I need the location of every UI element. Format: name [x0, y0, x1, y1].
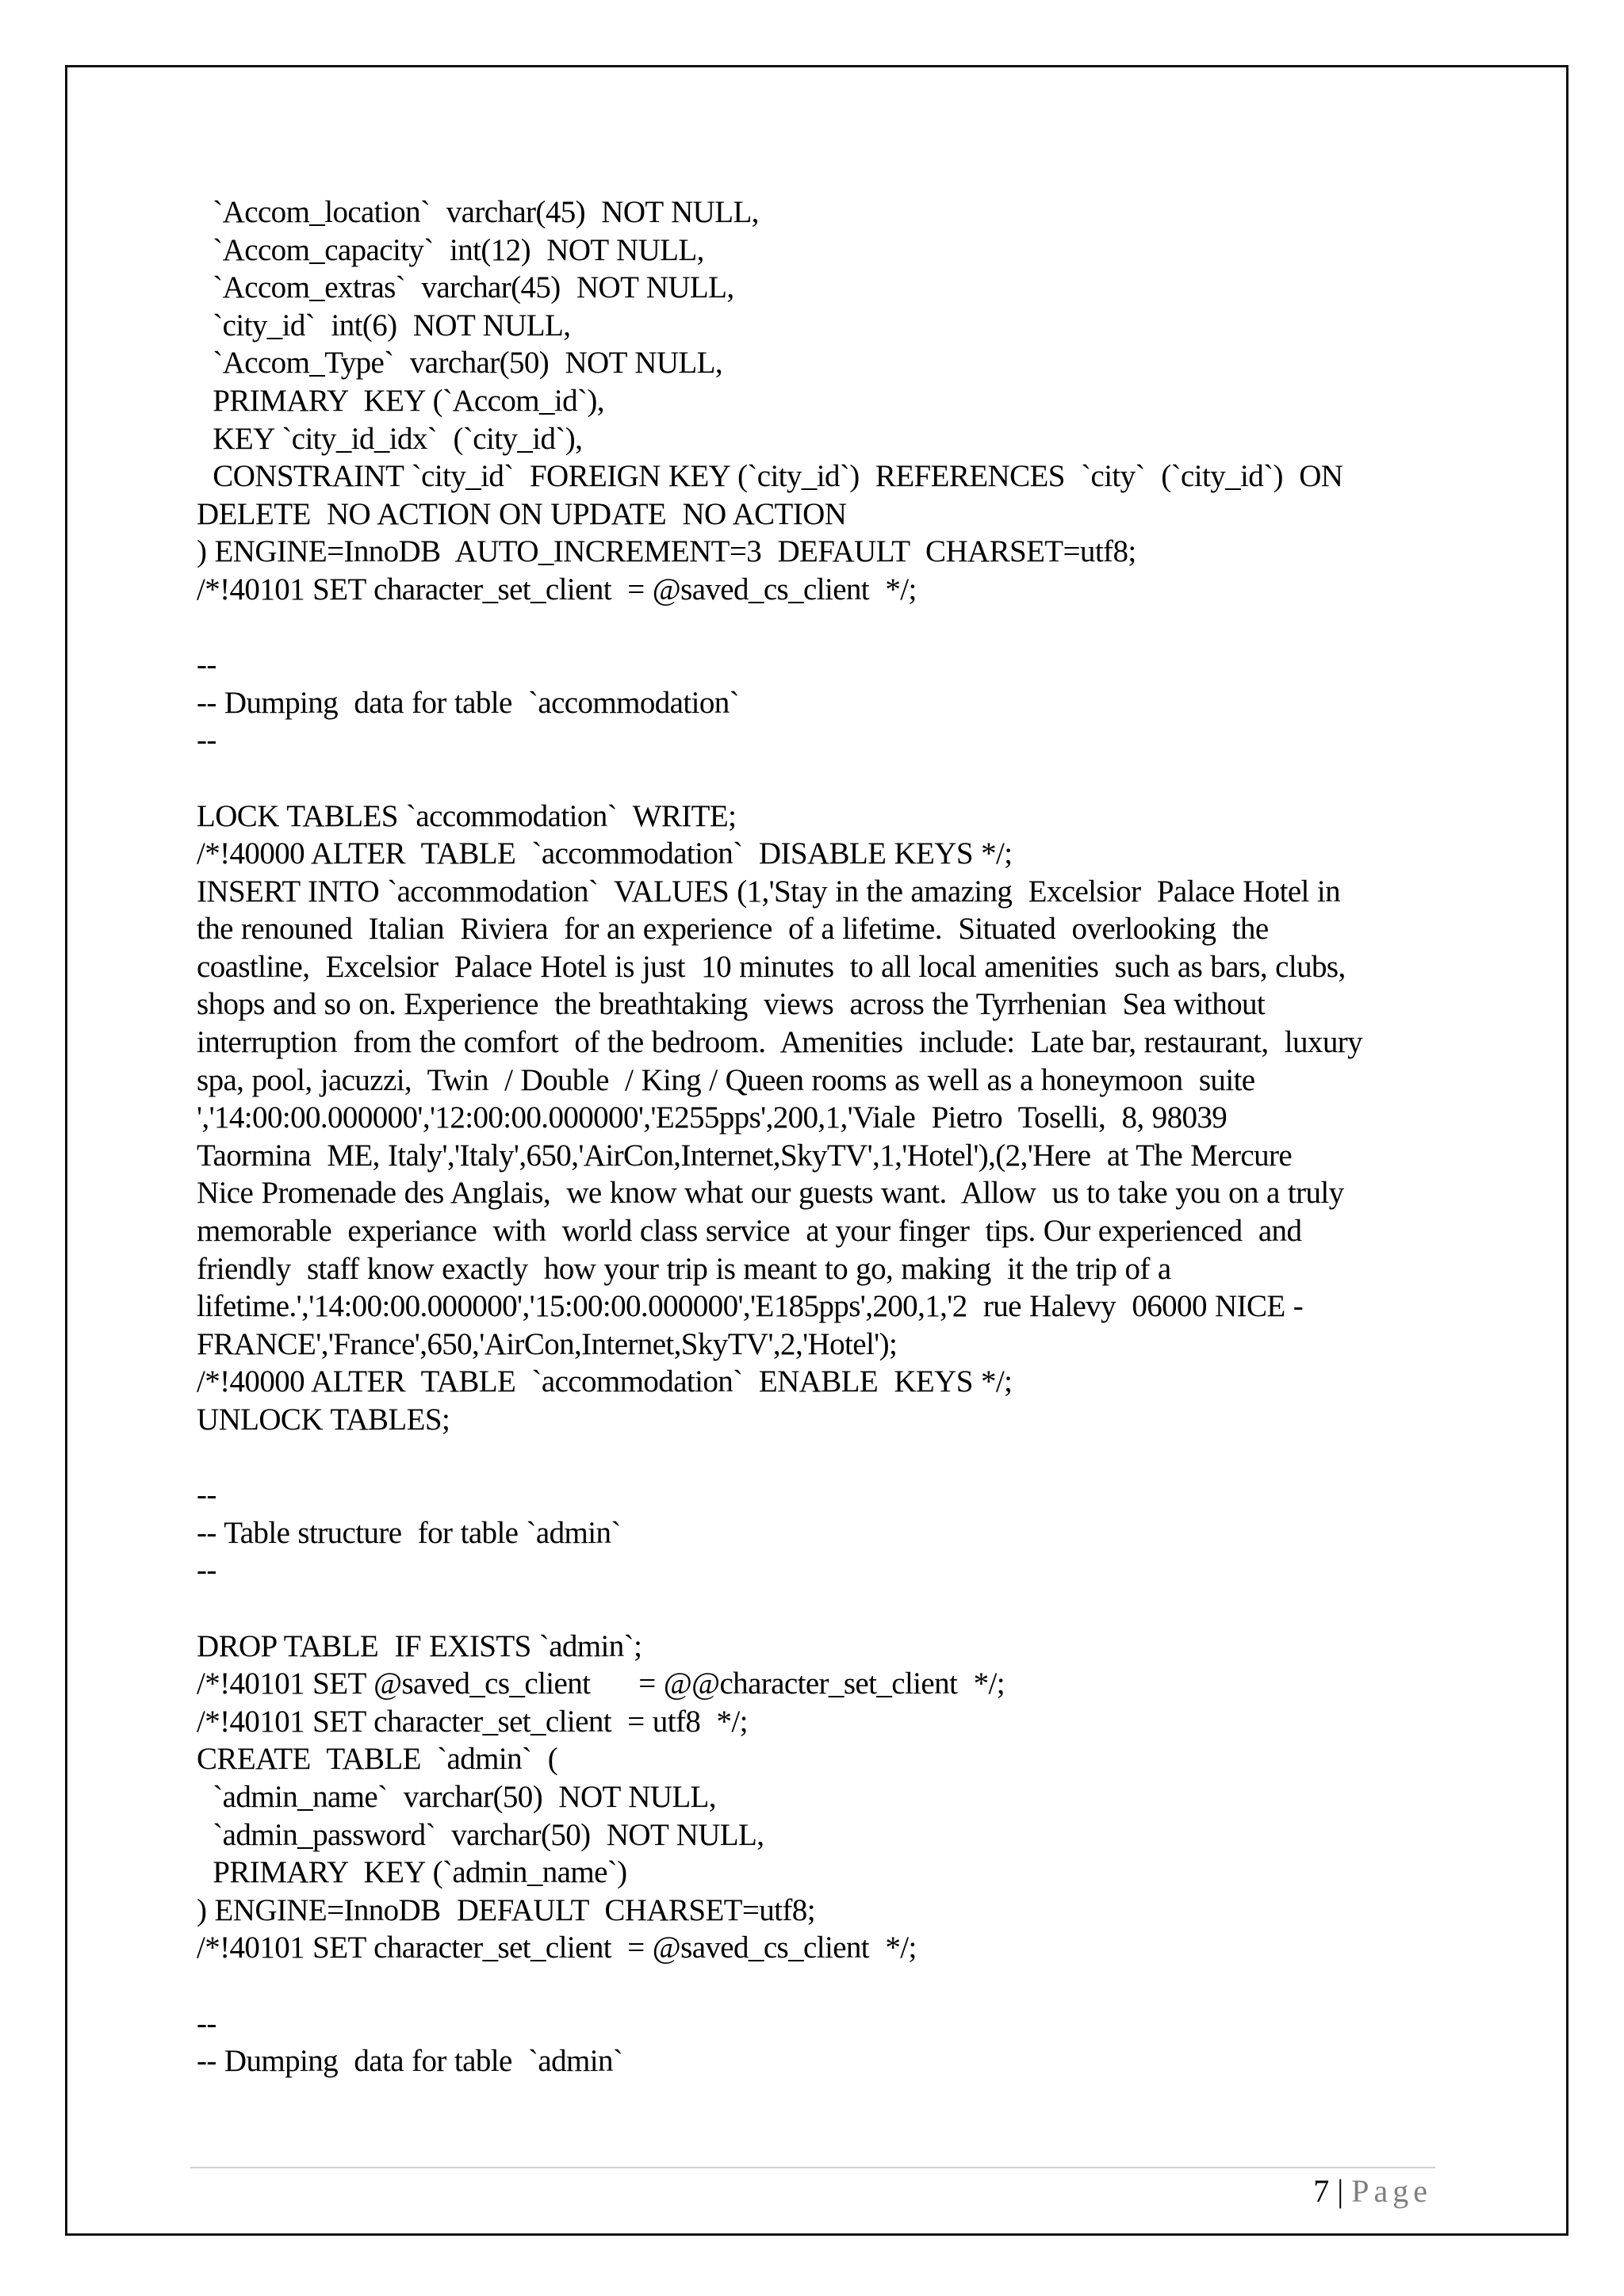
text-line: interruption from the comfort of the bedroom. Amenities include: Late bar, restaurant, luxury	[197, 1025, 1363, 1060]
blank-line	[197, 760, 1434, 798]
text-line: --	[197, 2006, 216, 2041]
text-line: coastline, Excelsior Palace Hotel is just 10 minutes to all local amenities such as bars, clubs,	[197, 949, 1346, 984]
text-line: Nice Promenade des Anglais, we know what our guests want. Allow us to take you on a truly	[197, 1176, 1344, 1211]
text-line: KEY `city_id_idx` (`city_id`),	[197, 421, 583, 456]
text-line: ','14:00:00.000000','12:00:00.000000','E255pps',200,1,'Viale Pietro Toselli, 8, 98039	[197, 1100, 1228, 1135]
text-line: `Accom_capacity` int(12) NOT NULL,	[197, 232, 704, 267]
text-line: DROP TABLE IF EXISTS `admin`;	[197, 1628, 642, 1663]
blank-line	[197, 609, 1434, 647]
document-body	[197, 193, 1434, 2080]
text-line: memorable experiance with world class service at your finger tips. Our experienced and	[197, 1214, 1302, 1249]
text-line: /*!40101 SET character_set_client = @saved_cs_client */;	[197, 572, 917, 607]
text-line: /*!40101 SET character_set_client = utf8 */;	[197, 1704, 748, 1739]
text-line: PRIMARY KEY (`admin_name`)	[197, 1855, 627, 1890]
text-line: `city_id` int(6) NOT NULL,	[197, 308, 571, 342]
text-line: Taormina ME, Italy','Italy',650,'AirCon,Internet,SkyTV',1,'Hotel'),(2,'Here at The Mercure	[197, 1138, 1293, 1173]
text-line: lifetime.','14:00:00.000000','15:00:00.000000','E185pps',200,1,'2 rue Halevy 06000 NICE -	[197, 1289, 1304, 1324]
text-line: the renouned Italian Riviera for an experience of a lifetime. Situated overlooking the	[197, 912, 1269, 947]
text-line: ) ENGINE=InnoDB AUTO_INCREMENT=3 DEFAULT CHARSET=utf8;	[197, 534, 1136, 569]
page-footer	[1313, 2172, 1432, 2210]
text-line: /*!40101 SET character_set_client = @saved_cs_client */;	[197, 1931, 917, 1965]
text-line: DELETE NO ACTION ON UPDATE NO ACTION	[197, 496, 847, 531]
text-line: --	[197, 648, 216, 683]
text-line: UNLOCK TABLES;	[197, 1402, 450, 1437]
blank-line	[197, 1590, 1434, 1628]
text-line: `admin_password` varchar(50) NOT NULL,	[197, 1817, 764, 1852]
text-line: CREATE TABLE `admin` (	[197, 1742, 558, 1777]
text-line: --	[197, 723, 216, 758]
text-line: ) ENGINE=InnoDB DEFAULT CHARSET=utf8;	[197, 1892, 815, 1927]
text-line: friendly staff know exactly how your trip is meant to go, making it the trip of a	[197, 1251, 1171, 1286]
text-line: `Accom_Type` varchar(50) NOT NULL,	[197, 346, 723, 381]
text-line: -- Dumping data for table `accommodation`	[197, 685, 740, 720]
text-line: `admin_name` varchar(50) NOT NULL,	[197, 1779, 716, 1814]
text-line: spa, pool, jacuzzi, Twin / Double / King / Queen rooms as well as a honeymoon suite	[197, 1062, 1255, 1097]
text-line: `Accom_extras` varchar(45) NOT NULL,	[197, 270, 734, 305]
text-line: shops and so on. Experience the breathtaking views across the Tyrrhenian Sea without	[197, 987, 1266, 1022]
text-line: PRIMARY KEY (`Accom_id`),	[197, 383, 604, 418]
text-line: INSERT INTO `accommodation` VALUES (1,'Stay in the amazing Excelsior Palace Hotel in	[197, 874, 1341, 909]
text-line: /*!40101 SET @saved_cs_client = @@character_set_client */;	[197, 1667, 1005, 1701]
text-line: --	[197, 1478, 216, 1513]
text-line: -- Dumping data for table `admin`	[197, 2044, 623, 2079]
footer-divider	[190, 2167, 1435, 2168]
page-number: 7	[1313, 2173, 1330, 2209]
text-line: /*!40000 ALTER TABLE `accommodation` DISABLE KEYS */;	[197, 836, 1013, 871]
page-label: Page	[1351, 2173, 1432, 2209]
text-line: CONSTRAINT `city_id` FOREIGN KEY (`city_id`) REFERENCES `city` (`city_id`) ON	[197, 459, 1343, 494]
text-line: `Accom_location` varchar(45) NOT NULL,	[197, 195, 759, 229]
text-line: FRANCE','France',650,'AirCon,Internet,SkyTV',2,'Hotel');	[197, 1326, 898, 1361]
text-line: --	[197, 1553, 216, 1588]
blank-line	[197, 1967, 1434, 2005]
text-line: -- Table structure for table `admin`	[197, 1515, 621, 1550]
footer-separator: |	[1337, 2173, 1344, 2209]
text-line: LOCK TABLES `accommodation` WRITE;	[197, 798, 737, 833]
blank-line	[197, 1439, 1434, 1477]
text-line: /*!40000 ALTER TABLE `accommodation` ENABLE KEYS */;	[197, 1364, 1013, 1399]
